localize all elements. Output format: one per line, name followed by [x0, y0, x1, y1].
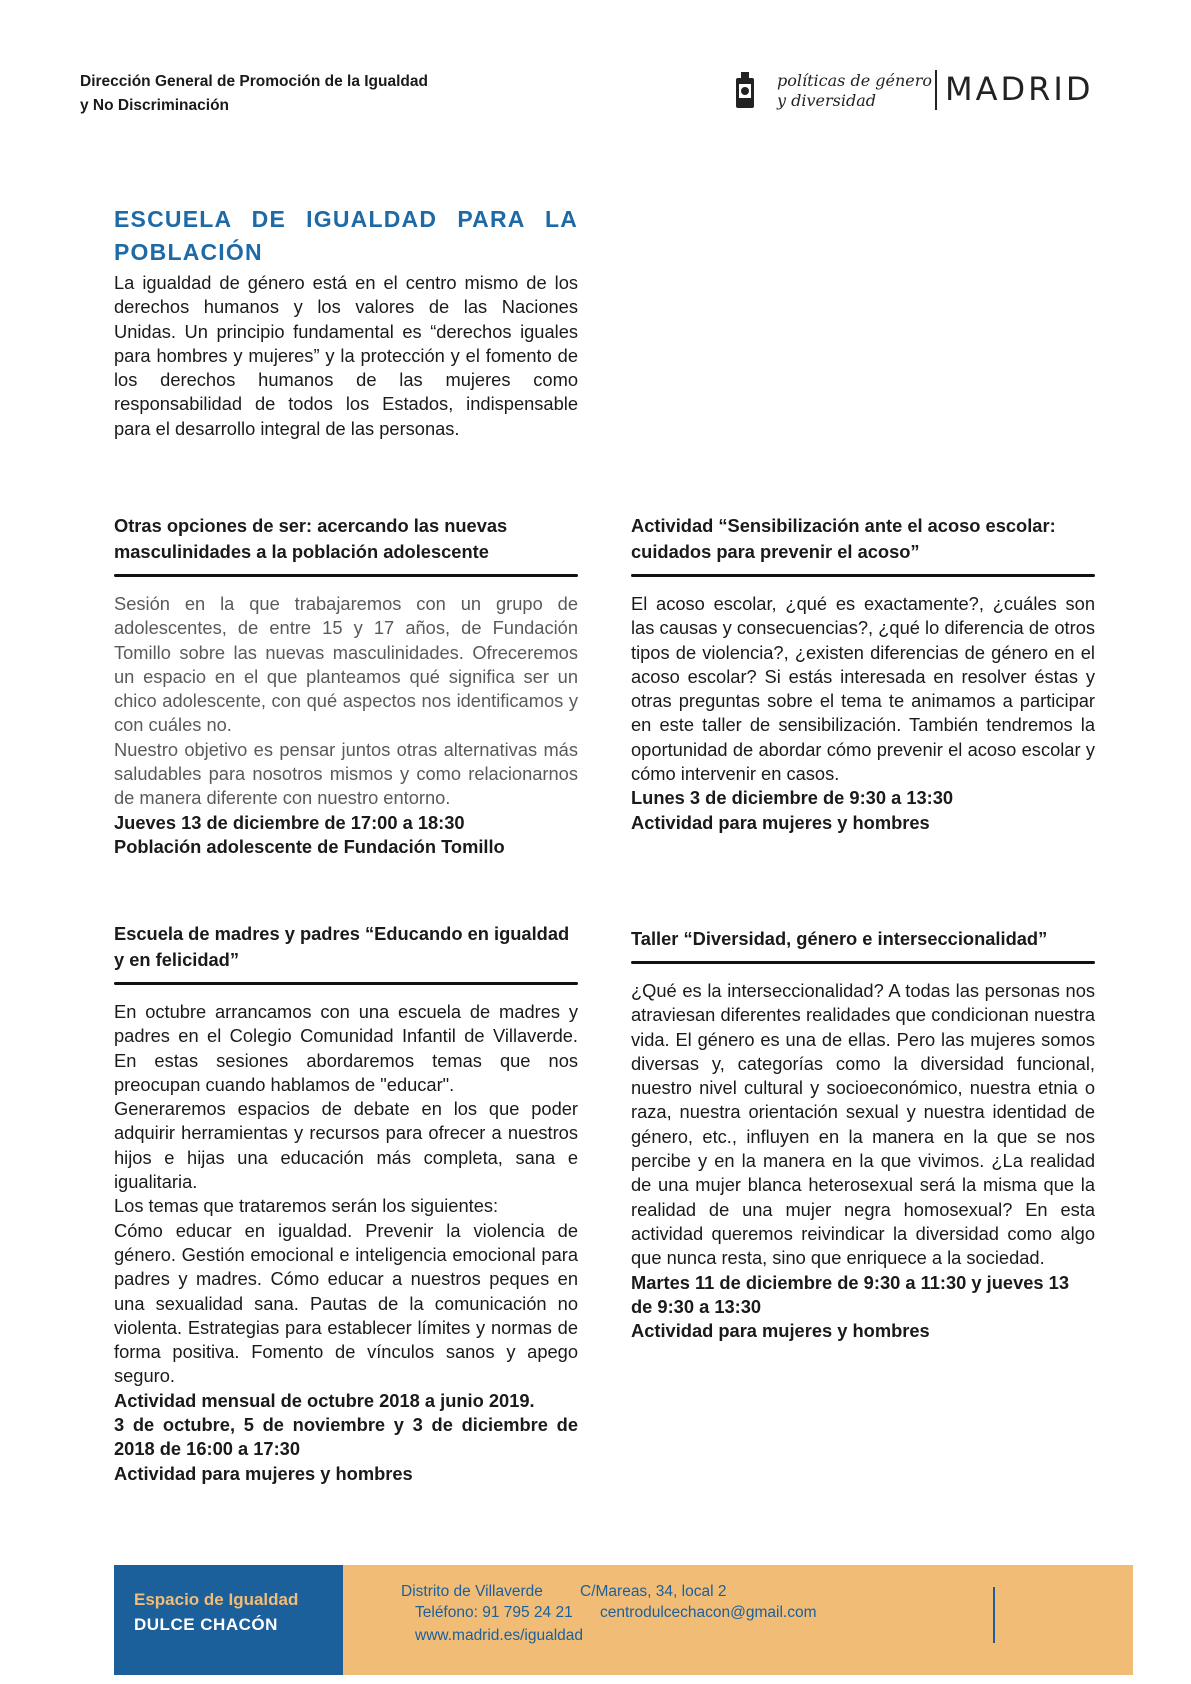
- footer-name-line-2: DULCE CHACÓN: [134, 1615, 278, 1634]
- footer-district: Distrito de Villaverde: [401, 1583, 543, 1600]
- footer-divider: [993, 1587, 995, 1643]
- footer-address: C/Mareas, 34, local 2: [580, 1583, 727, 1600]
- section-date: Lunes 3 de diciembre de 9:30 a 13:30: [631, 787, 954, 809]
- section-title: Otras opciones de ser: acercando las nuevas masculinidades a la población adolescente: [114, 515, 508, 562]
- page-title: ESCUELA DE IGUALDAD PARA LA POBLACIÓN: [114, 206, 578, 265]
- section-divider: [631, 961, 1095, 964]
- section-paragraph: Generaremos espacios de debate en los que poder adquirir herramientas y recursos para ofrecer a nuestros hijos e hijas una educación más completa, sana e igualitaria.: [114, 1098, 578, 1193]
- section-paragraph: Cómo educar en igualdad. Prevenir la violencia de género. Gestión emocional e inteligencia emocional para padres y madres. Cómo educar a nuestros peques en una sexualidad sana. Pautas de la comunicación no violenta. Estrategias para establecer límites y normas de forma positiva. Fomento de vínculos sanos y apego seguro.: [114, 1219, 578, 1387]
- section-paragraph: ¿Qué es la interseccionalidad? A todas las personas nos atraviesan diferentes realidades que condicionan nuestra vida. El género es una de ellas. Pero las mujeres somos diversas y, categorías como la diversidad funcional, nuestro nivel cultural y socioeconómico, nuestra etnia o raza, nuestra orientación sexual y nuestra identidad de género, etc., influyen en la manera en la que se nos percibe y en la manera en la que vivimos. ¿La realidad de una mujer blanca heterosexual será la misma que la realidad de una mujer negra homosexual? En esta actividad queremos reivindicar la diversidad como algo que nunca resta, sino que enriquece a la sociedad.: [631, 980, 1095, 1269]
- section-divider: [114, 982, 578, 985]
- section-date: Martes 11 de diciembre de 9:30 a 11:30 y jueves 13 de 9:30 a 13:30: [631, 1271, 1069, 1317]
- madrid-coat-of-arms-icon: [735, 72, 755, 110]
- organization-line-1: Dirección General de Promoción de la Igualdad: [80, 73, 428, 90]
- section-title: Escuela de madres y padres “Educando en igualdad y en felicidad”: [114, 923, 570, 970]
- section-meta: [631, 1271, 1095, 1344]
- section-paragraph: En octubre arrancamos con una escuela de madres y padres en el Colegio Comunidad Infantil de Villaverde. En estas sesiones abordaremos temas que nos preocupan cuando hablamos de "educar".: [114, 1001, 578, 1095]
- footer-name-block: [114, 1565, 343, 1675]
- logo-divider: [935, 70, 937, 110]
- section-title: Taller “Diversidad, género e interseccionalidad”: [631, 928, 1048, 949]
- section-title: Actividad “Sensibilización ante el acoso escolar: cuidados para prevenir el acoso”: [631, 515, 1056, 562]
- section-audience: Actividad para mujeres y hombres: [631, 1320, 930, 1342]
- footer: [114, 1565, 1133, 1675]
- footer-email[interactable]: centrodulcechacon@gmail.com: [600, 1604, 817, 1621]
- section-date: Jueves 13 de diciembre de 17:00 a 18:30: [114, 811, 465, 833]
- section-paragraph: Sesión en la que trabajaremos con un grupo de adolescentes, de entre 15 y 17 años, de Fundación Tomillo sobre las nuevas masculinidades. Ofreceremos un espacio en el que planteamos qué significa ser un chico adolescente, con qué aspectos nos identificamos y con cuáles no.: [114, 593, 578, 736]
- footer-web-link[interactable]: www.madrid.es/igualdad: [415, 1627, 584, 1644]
- section-dates: 3 de octubre, 5 de noviembre y 3 de diciembre de 2018 de 16:00 a 17:30: [114, 1414, 578, 1460]
- section-paragraph: El acoso escolar, ¿qué es exactamente?, ¿cuáles son las causas y consecuencias?, ¿qué lo diferencia de otros tipos de violencia?, ¿existen diferencias de género en el acoso escolar? Si estás interesada en resolver éstas y otras preguntas sobre el tema te animamos a participar en este taller de sensibilización. También tendremos la oportunidad de abordar cómo prevenir el acoso escolar y cómo intervenir en casos.: [631, 593, 1095, 785]
- section-masculinidades: [114, 513, 578, 859]
- section-body: [631, 592, 1095, 786]
- section-audience: Actividad para mujeres y hombres: [631, 811, 930, 833]
- section-meta: [631, 786, 1095, 835]
- madrid-logo: [735, 68, 1095, 118]
- logo-tagline-line-1: políticas de género: [777, 71, 933, 90]
- intro-paragraph: La igualdad de género está en el centro mismo de los derechos humanos y los valores de las Naciones Unidas. Un principio fundamental es “derechos iguales para hombres y mujeres” y la protección y el fomento de los derechos humanos de las mujeres como responsabilidad de todos los Estados, indispensable para el desarrollo integral de las personas.: [114, 272, 578, 439]
- section-interseccionalidad: [631, 926, 1095, 1343]
- section-escuela-madres-padres: [114, 921, 578, 1486]
- footer-name-line-1: Espacio de Igualdad: [134, 1590, 299, 1609]
- section-audience: Población adolescente de Fundación Tomillo: [114, 835, 505, 857]
- logo-tagline-line-2: y diversidad: [777, 91, 876, 110]
- section-paragraph: Los temas que trataremos serán los siguientes:: [114, 1195, 499, 1217]
- section-meta: [114, 811, 578, 860]
- logo-city-name: MADRID: [945, 70, 1094, 108]
- section-paragraph: Nuestro objetivo es pensar juntos otras alternativas más saludables para nosotros mismos y como relacionarnos de manera diferente con nuestro entorno.: [114, 738, 578, 809]
- section-divider: [631, 574, 1095, 577]
- footer-phone[interactable]: Teléfono: 91 795 24 21: [415, 1604, 573, 1621]
- section-body: [631, 979, 1095, 1271]
- section-divider: [114, 574, 578, 577]
- footer-contact-block: [343, 1565, 1133, 1675]
- section-body: [114, 592, 578, 811]
- organization-line-2: y No Discriminación: [80, 97, 230, 114]
- section-period: Actividad mensual de octubre 2018 a junio 2019.: [114, 1389, 535, 1411]
- organization-name: [80, 70, 428, 118]
- section-meta: [114, 1389, 578, 1486]
- section-acoso-escolar: [631, 513, 1095, 835]
- section-audience: Actividad para mujeres y hombres: [114, 1462, 413, 1484]
- section-body: [114, 1000, 578, 1389]
